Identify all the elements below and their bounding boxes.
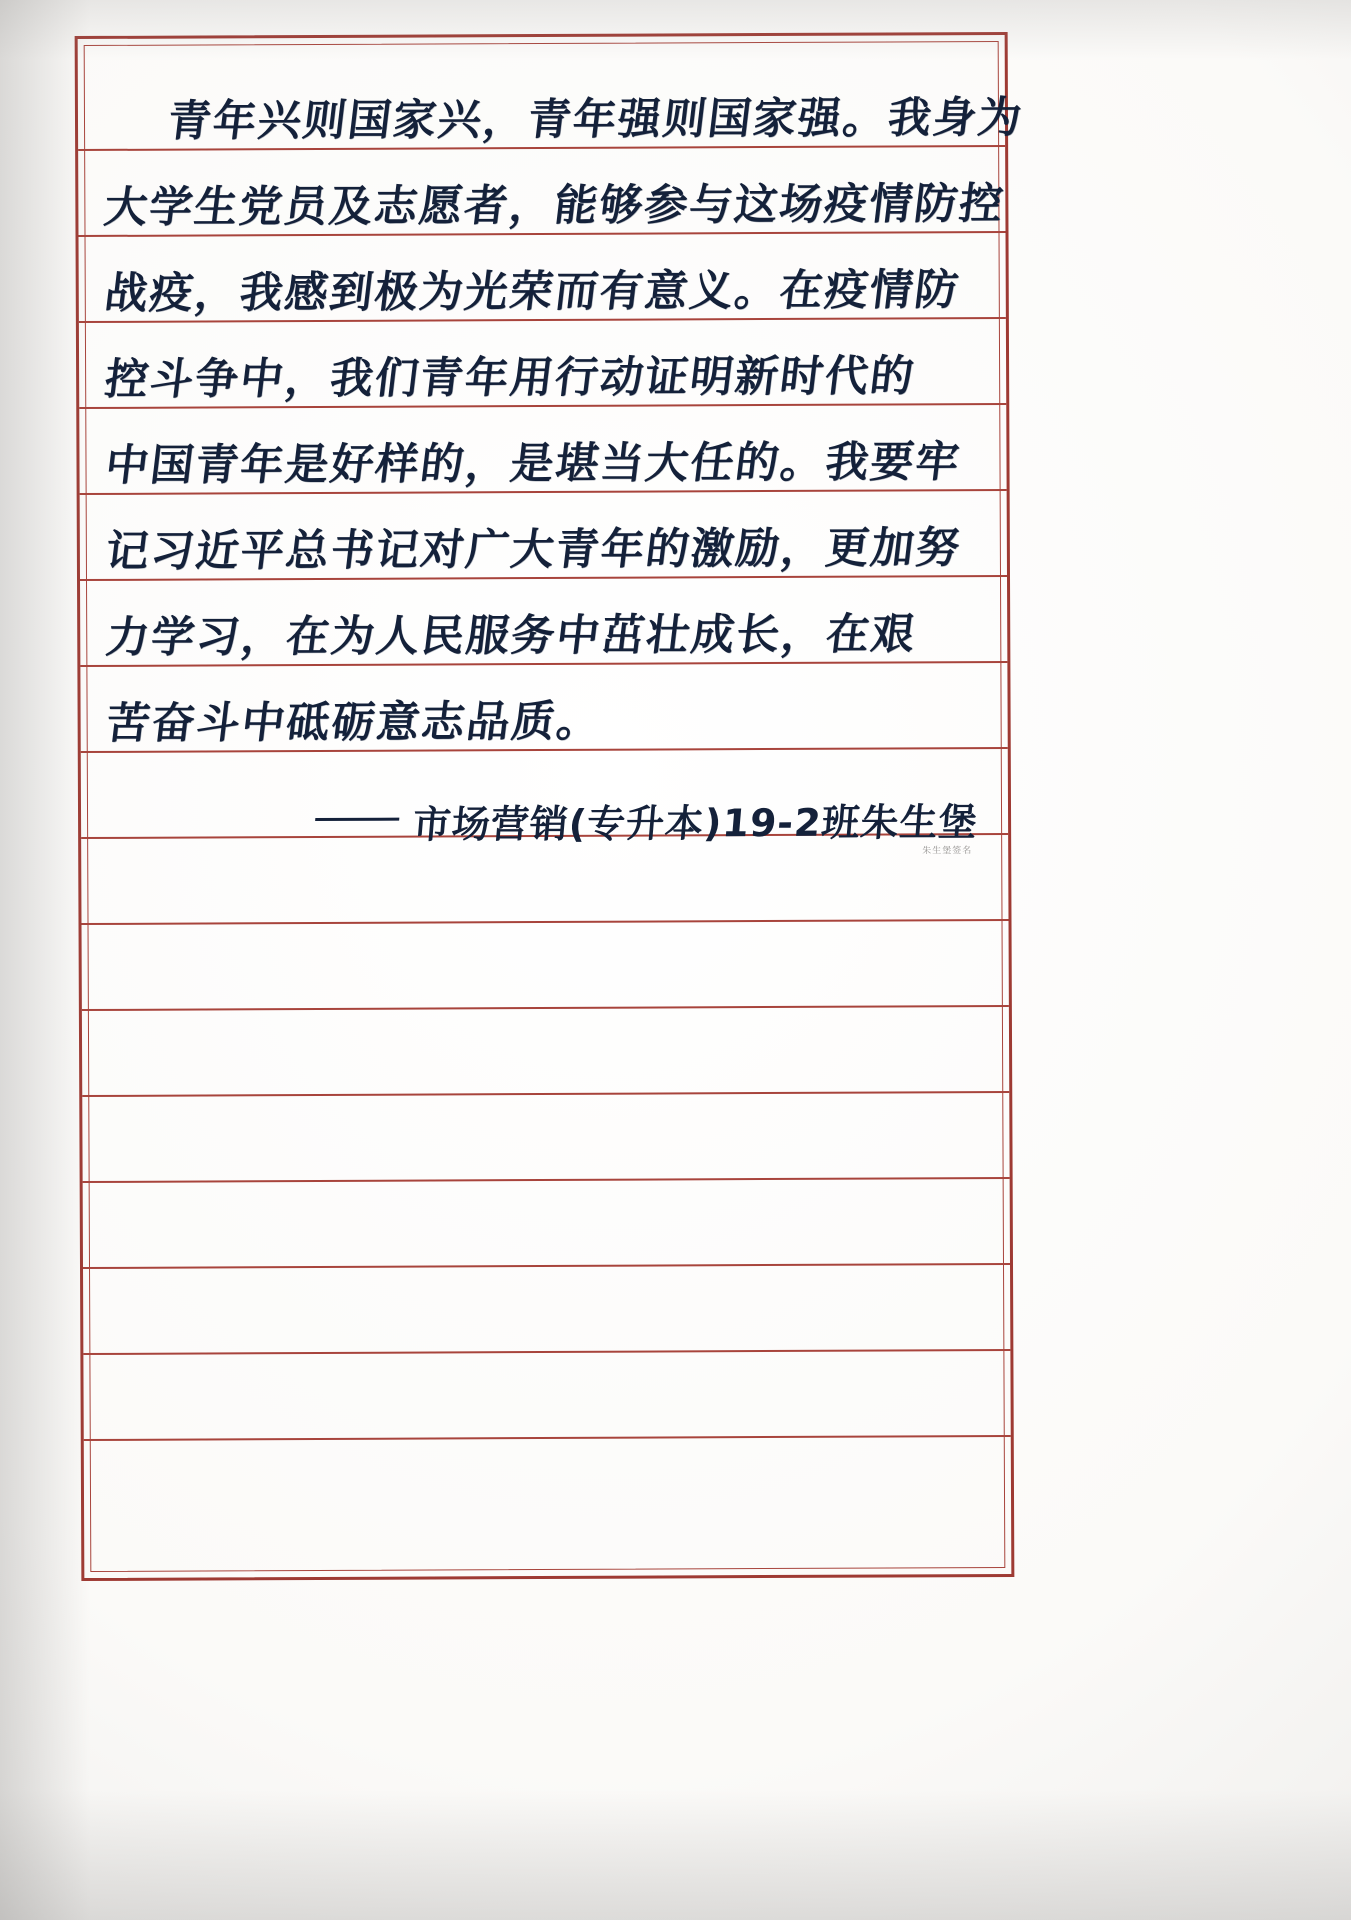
handwritten-line: 中国青年是好样的，是堪当大任的。我要牢 bbox=[102, 437, 964, 491]
stamp-note: 朱生堡签名 bbox=[922, 846, 973, 857]
ruled-paper-frame bbox=[75, 32, 1027, 1581]
handwritten-line: 力学习，在为人民服务中茁壮成长，在艰 bbox=[103, 609, 920, 663]
handwritten-line: 大学生党员及志愿者，能够参与这场疫情防控 bbox=[101, 178, 1008, 233]
ruled-paper-frame-inner bbox=[84, 41, 1027, 1572]
handwritten-line: 青年兴则国家兴，青年强则国家强。我身为 bbox=[165, 92, 1027, 147]
handwritten-line: 记习近平总书记对广大青年的激励，更加努 bbox=[102, 523, 964, 577]
handwritten-line: 控斗争中，我们青年用行动证明新时代的 bbox=[102, 351, 919, 405]
handwritten-line: 战疫，我感到极为光荣而有意义。在疫情防 bbox=[101, 265, 963, 319]
paper-shadow-bottom bbox=[0, 1790, 1351, 1920]
signature-text: 市场营销(专升本)19-2班朱生堡 bbox=[411, 800, 980, 847]
handwritten-line: 苦奋斗中砥砺意志品质。 bbox=[103, 696, 605, 749]
